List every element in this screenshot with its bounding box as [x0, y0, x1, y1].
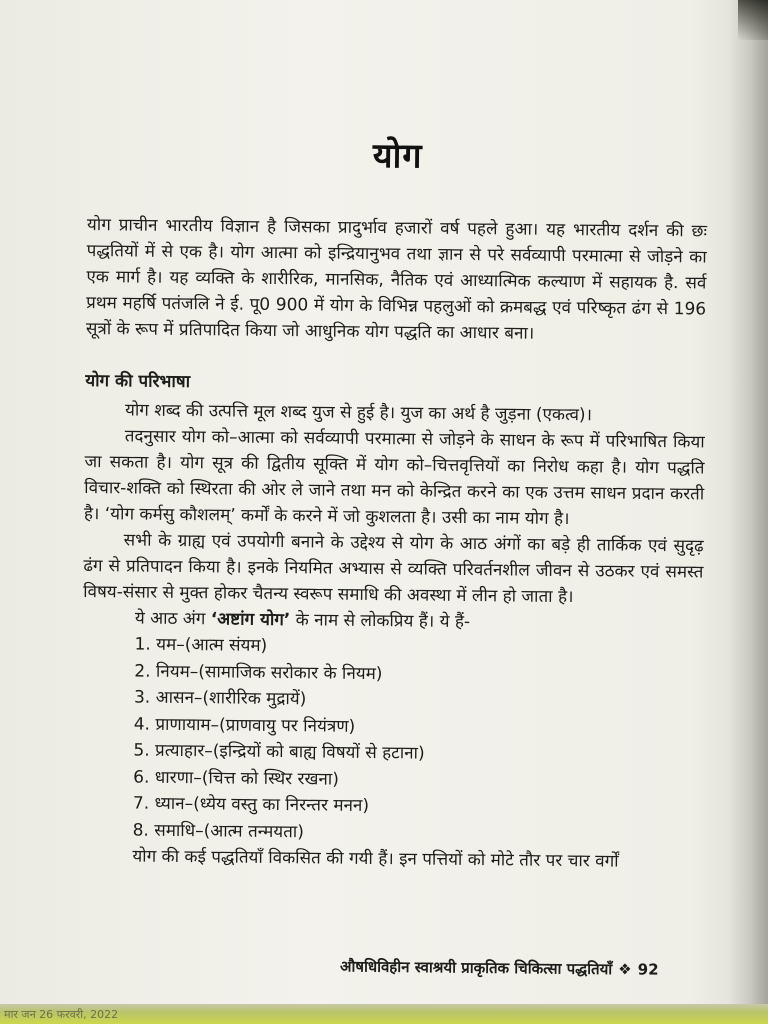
list-item: 7. ध्यान–(ध्येय वस्तु का निरन्तर मनन) [132, 793, 370, 816]
list-item: 3. आसन–(शारीरिक मुद्रायें) [133, 687, 307, 710]
page-edge-shadow [738, 0, 768, 40]
list-item: 6. धारणा–(चित्त को स्थिर रखना) [133, 767, 340, 790]
ashtanga-intro-before: ये आठ अंग [134, 608, 211, 630]
eight-limbs-list [81, 631, 703, 849]
page-title: योग [372, 135, 423, 177]
page-content [80, 128, 708, 875]
list-item: 8. समाधि–(आत्म तन्मयता) [132, 820, 304, 842]
ashtanga-intro-after: के नाम से लोकप्रिय हैं। ये हैं- [290, 610, 471, 633]
list-item: 5. प्रत्याहार–(इन्द्रियों को बाह्य विषयों से हटाना) [133, 740, 425, 764]
page-number: 92 [637, 960, 659, 979]
definition-paragraph-3: सभी के ग्राह्य एवं उपयोगी बनाने के उद्देश्य से योग के आठ अंगों का बड़े ही तार्किक एवं सुदृढ़ ढंग से प्रतिपादन किया है। इनके नियमित अभ्यास से व्यक्ति परिवर्तनशील जीवन से उठकर एवं समस्त विषय-संसार से मुक्त होकर चैतन्य स्वरूप समाधि की अवस्था में लीन हो जाता है। [83, 530, 704, 608]
footer-ornament-icon: ❖ [618, 960, 632, 979]
definition-paragraph-1: योग शब्द की उत्पत्ति मूल शब्द युज से हुई है। युज का अर्थ है जुड़ना (एकत्व)। [124, 400, 593, 426]
section-heading: योग की परिभाषा [85, 370, 191, 393]
bottom-paper-strip [0, 1004, 768, 1024]
intro-paragraph: योग प्राचीन भारतीय विज्ञान है जिसका प्रादुर्भाव हजारों वर्ष पहले हुआ। यह भारतीय दर्शन की छः पद्धतियों में से एक है। योग आत्मा को इन्द्रियानुभव तथा ज्ञान से परे सर्वव्यापी परमात्मा से जोड़ने का एक मार्ग है। यह व्यक्ति के शारीरिक, मानसिक, नैतिक एवं आध्यात्मिक कल्याण में सहायक है. सर्व प्रथम महर्षि पतंजलि ने ई. पू0 900 में योग के विभिन्न पहलुओं को क्रमबद्ध एवं परिष्कृत ढंग से 196 सूत्रों के रूप में प्रतिपादित किया जो आधुनिक योग पद्धति का आधार बना। [85, 214, 708, 344]
running-footer [340, 956, 659, 979]
closing-line: योग की कई पद्धतियाँ विकसित की गयी हैं। इन पत्तियों को मोटे तौर पर चार वर्गों [132, 846, 619, 872]
ashtanga-intro-bold: ‘अष्टांग योग’ [210, 609, 291, 631]
list-item: 2. नियम–(सामाजिक सरोकार के नियम) [134, 661, 383, 684]
page-curl-shadow [728, 0, 768, 1024]
bottom-strip-text: मार जन 26 फरवरी, 2022 [4, 1008, 119, 1021]
list-item: 4. प्राणायाम–(प्राणवायु पर नियंत्रण) [133, 714, 356, 737]
definition-paragraph-2: तदनुसार योग को–आत्मा को सर्वव्यापी परमात्मा से जोड़ने के साधन के रूप में परिभाषित किया जा सकता है। योग सूत्र की द्वितीय सूक्ति में योग को–चित्तवृत्तियों का निरोध कहा है। योग पद्धति विचार-शक्ति को स्थिरता की ओर ले जाने तथा मन को केन्द्रित करने का एक उत्तम साधन प्रदान करती है। ‘योग कर्मसु कौशलम्’ कर्मों के करने में जो कुशलता है। उसी का नाम योग है। [83, 426, 705, 530]
list-item: 1. यम–(आत्म संयम) [134, 634, 268, 656]
footer-book-title: औषधिविहीन स्वाश्रयी प्राकृतिक चिकित्सा पद्धतियाँ [339, 957, 613, 979]
